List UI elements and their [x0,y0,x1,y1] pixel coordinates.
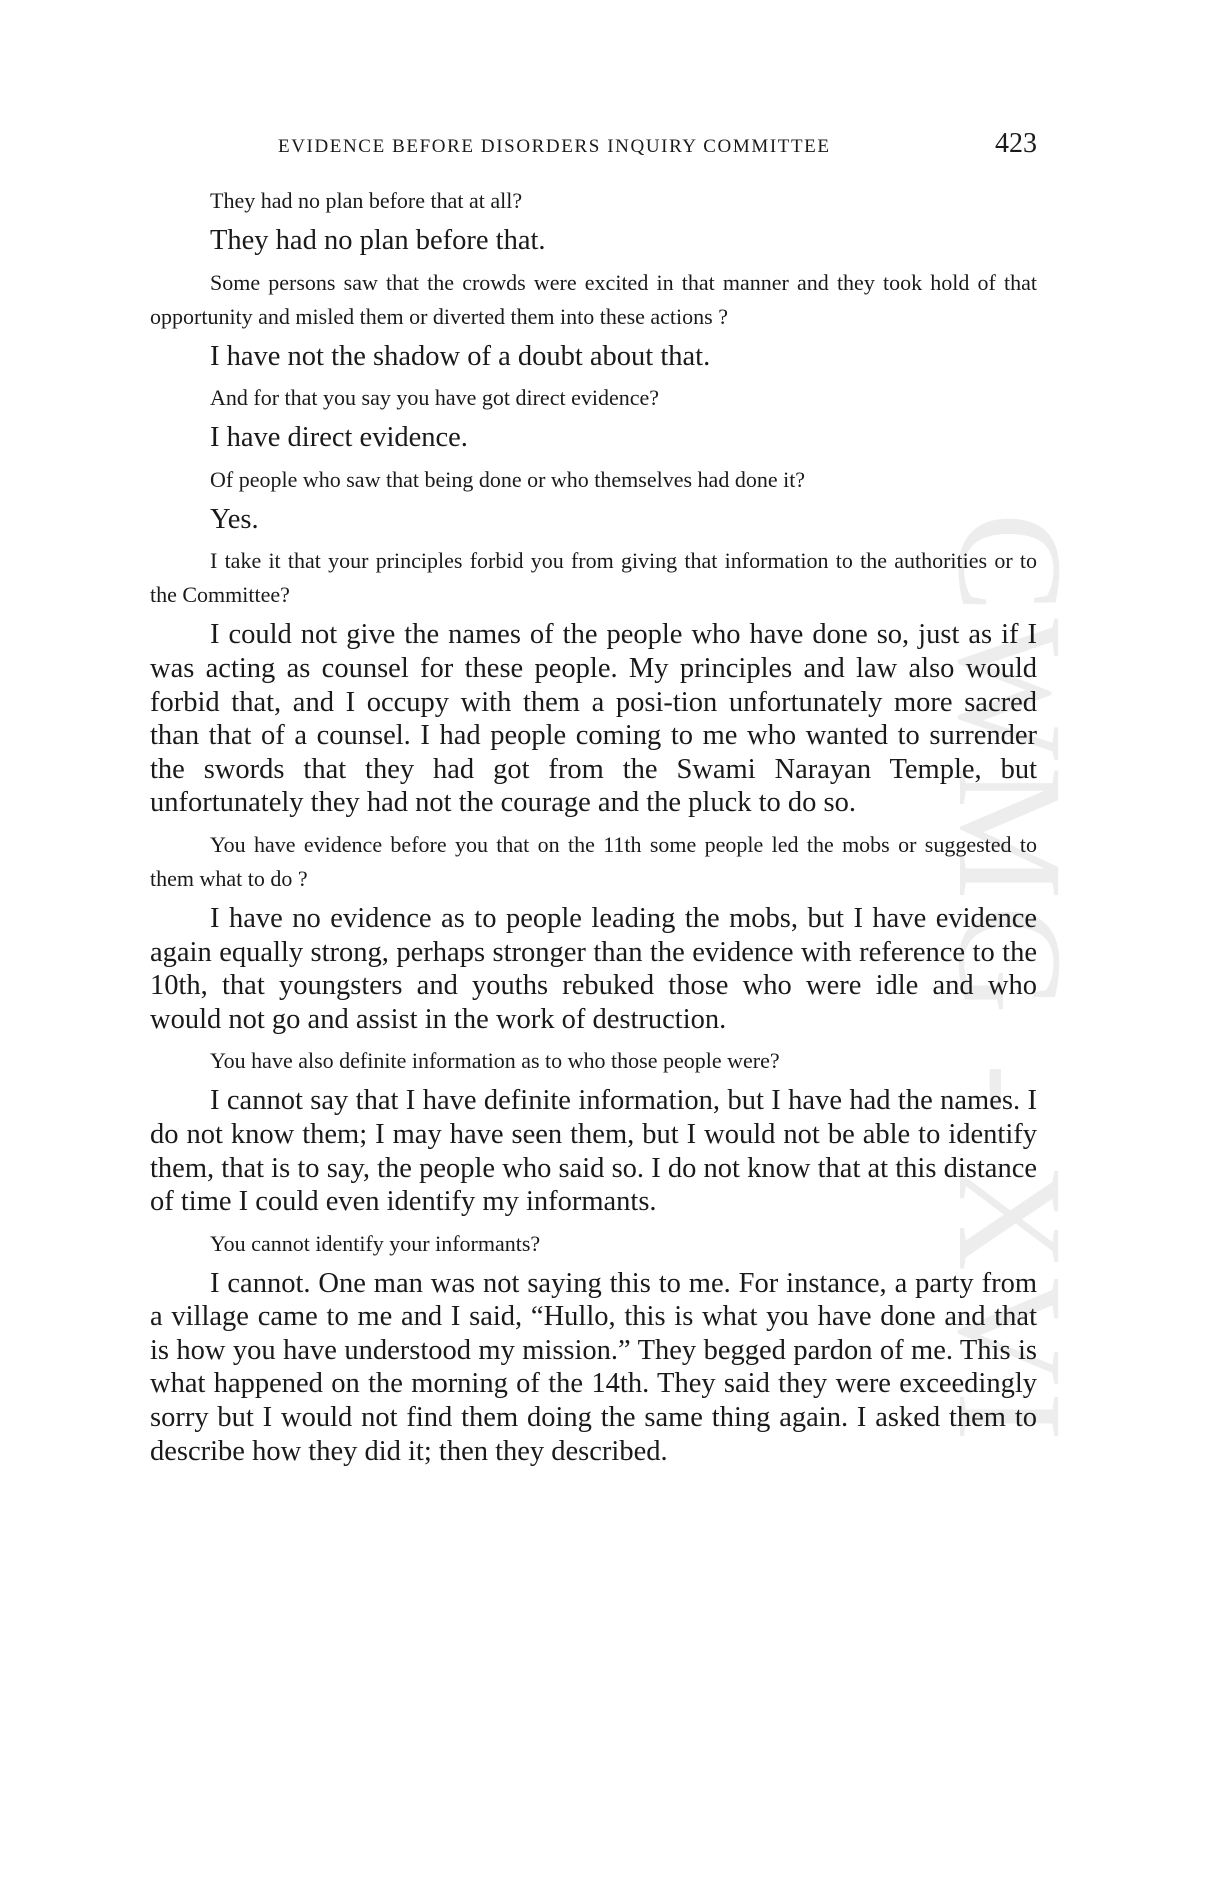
answer-paragraph: I cannot. One man was not saying this to me. For instance, a party from a village came to me and I said, “Hullo, this is what you have done and that is how you have understood my mission.” They begged pardon of me. This is what happened on the morning of the 14th. They said they were exceedingly sorry but I would not find them doing the same thing again. I asked them to describe how they did it; then they described. [150,1267,1037,1467]
answer-paragraph: They had no plan before that. [210,225,546,256]
answer-paragraph: I have no evidence as to people leading the mobs, but I have evidence again equally strong, perhaps stronger than the evidence with reference to the 10th, that youngsters and youths rebuked those who were idle and who would not go and assist in the work of destruction. [150,902,1037,1035]
question-paragraph: Of people who saw that being done or who themselves had done it? [210,466,806,492]
answer-paragraph: I could not give the names of the people who have done so, just as if I was acting as counsel for these people. My principles and law also would forbid that, and I occupy with them a posi-tion unfortunately more sacred than that of a counsel. I had people coming to me who wanted to surrender the swords that they had got from the Swami Narayan Temple, but unfortunately they had not the courage and the pluck to do so. [150,619,1037,819]
page-body [150,128,1037,1476]
answer-paragraph: I have not the shadow of a doubt about that. [210,340,711,372]
answer-paragraph: I have direct evidence. [210,422,468,454]
watermark: CWMG - XVI [927,512,1093,1448]
answer-paragraph: I cannot say that I have definite information, but I have had the names. I do not know them; I may have seen them, but I would not be able to identify them, that is to say, the people who said so. I do not know that at this distance of time I could even identify my informants. [150,1085,1037,1218]
question-paragraph: You cannot identify your informants? [210,1230,541,1256]
running-head [150,128,1037,168]
question-paragraph: You have also definite information as to who those people were? [210,1048,780,1074]
page-number: 423 [995,128,1037,159]
question-paragraph: Some persons saw that the crowds were excited in that manner and they took hold of that opportunity and misled them or diverted them into these actions ? [150,269,1037,329]
question-paragraph: They had no plan before that at all? [210,188,523,213]
question-paragraph: And for that you say you have got direct evidence? [210,385,660,411]
answer-paragraph: Yes. [210,503,259,535]
question-paragraph: You have evidence before you that on the 11th some people led the mobs or suggested to them what to do ? [150,831,1037,891]
running-title: EVIDENCE BEFORE DISORDERS INQUIRY COMMITTEE [278,136,831,157]
question-paragraph: I take it that your principles forbid you from giving that information to the authorities or to the Committee? [150,548,1037,608]
